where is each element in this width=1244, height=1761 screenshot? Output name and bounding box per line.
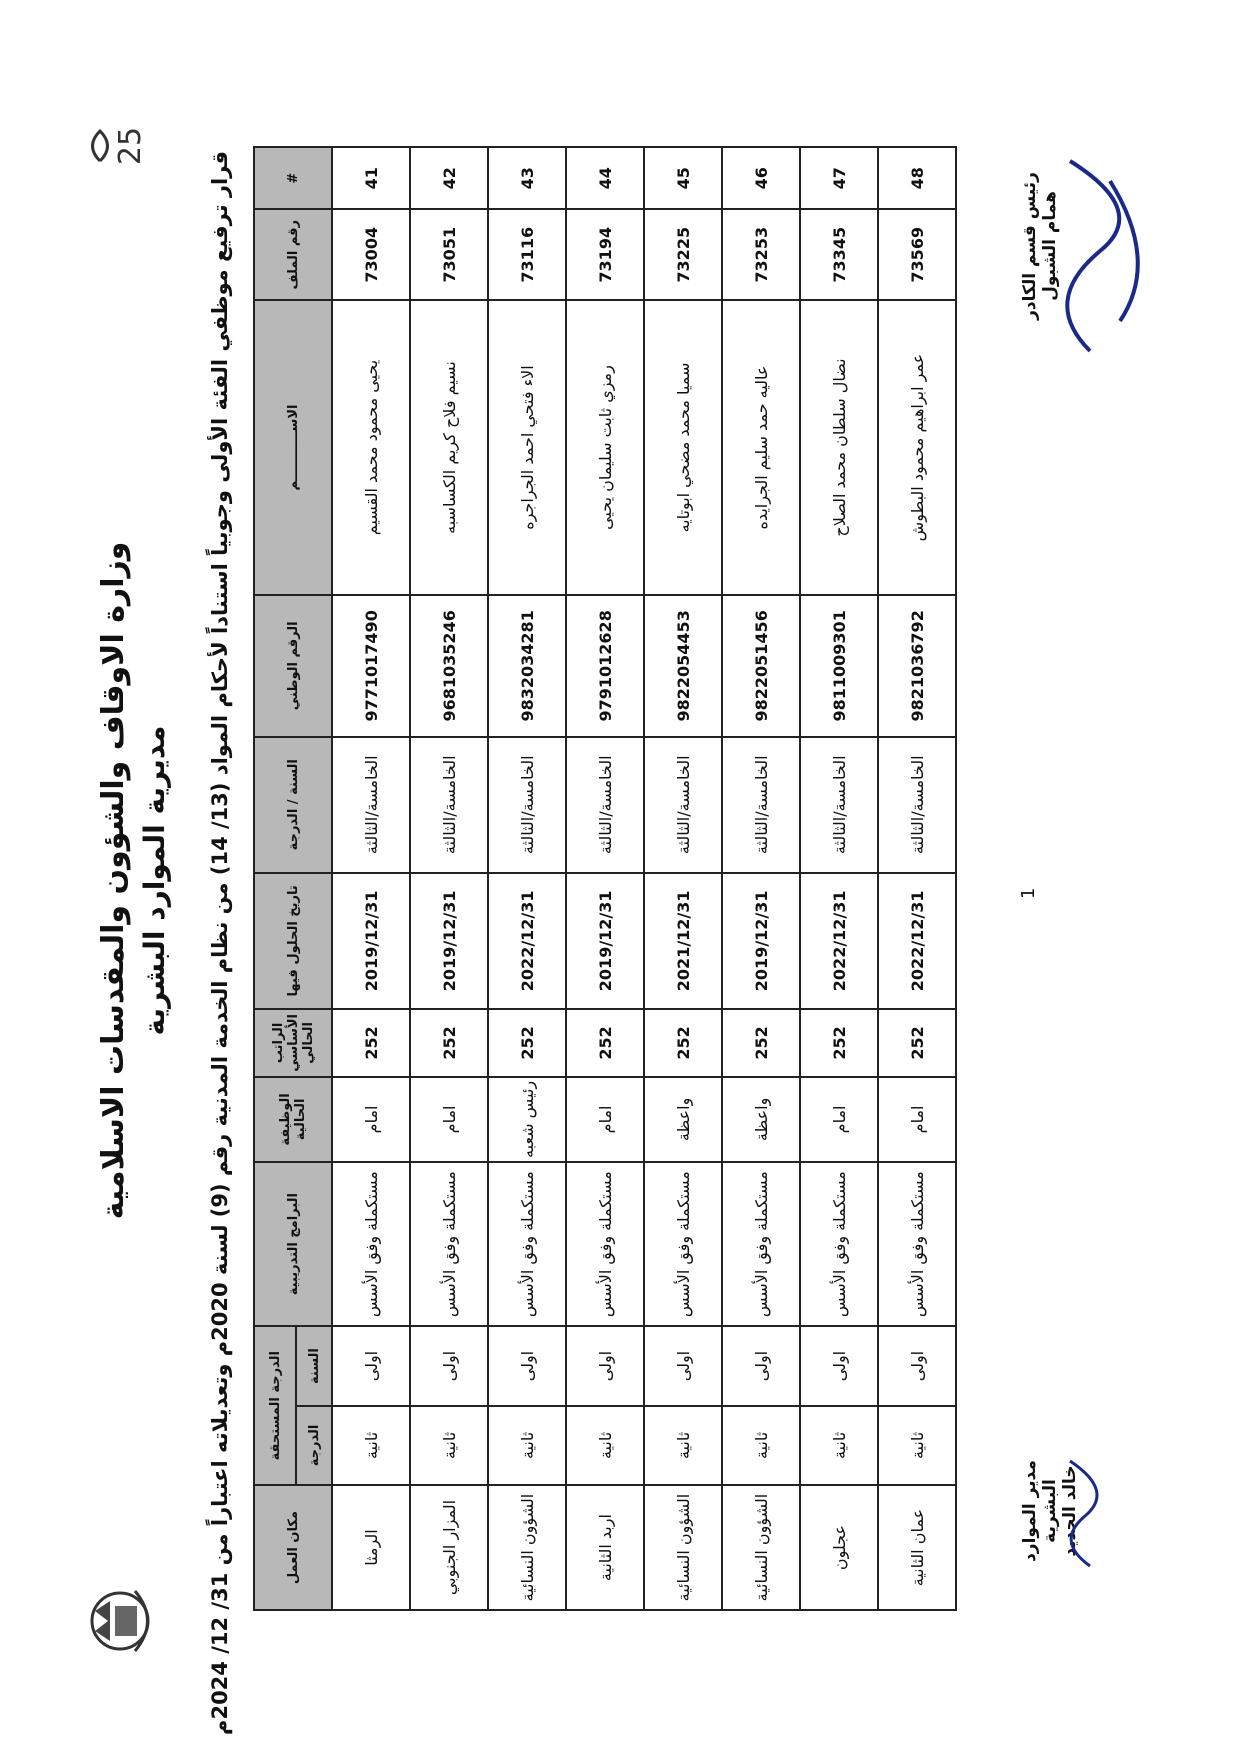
signature-title: مدير الموارد البشرية [1020, 1460, 1060, 1562]
signature-scrawl-left-icon [1050, 1451, 1110, 1571]
cell-due-degree: ثانية [566, 1406, 644, 1485]
cell-workplace: الرمثا [332, 1485, 410, 1610]
cell-name: عمر ابراهيم محمود البطوش [878, 300, 956, 595]
cell-due-year: اولى [332, 1326, 410, 1405]
header-salary: الراتب الأساسي الحالي [254, 1009, 332, 1077]
cell-due-degree: ثانية [644, 1406, 722, 1485]
cell-job: واعظة [644, 1077, 722, 1162]
page-number: 1 [1018, 887, 1039, 899]
cell-programs: مستكملة وفق الأسس [410, 1162, 488, 1326]
cell-due-year: اولى [644, 1326, 722, 1405]
header-due-degree: الدرجة [296, 1406, 332, 1485]
header-national-id: الرقم الوطني [254, 595, 332, 737]
cell-programs: مستكملة وفق الأسس [488, 1162, 566, 1326]
cell-due-degree: ثانية [332, 1406, 410, 1485]
cell-date: 2022/12/31 [800, 873, 878, 1009]
cell-file-no: 73225 [644, 209, 722, 300]
cell-name: يحيى محمود محمد القسيم [332, 300, 410, 595]
cell-index: 44 [566, 147, 644, 209]
header-workplace: مكان العمل [254, 1485, 332, 1610]
svg-text:25: 25 [113, 126, 148, 166]
cell-year-grade: الخامسة/الثالثة [644, 737, 722, 873]
cell-programs: مستكملة وفق الأسس [644, 1162, 722, 1326]
table-row [800, 147, 878, 1610]
header-index: # [254, 147, 332, 209]
cell-due-year: اولى [410, 1326, 488, 1405]
signature-title: رئيس قسم الكادر [1020, 172, 1040, 320]
cell-national-id: 9681035246 [410, 595, 488, 737]
cell-year-grade: الخامسة/الثالثة [488, 737, 566, 873]
cell-year-grade: الخامسة/الثالثة [722, 737, 800, 873]
cell-due-year: اولى [800, 1326, 878, 1405]
cell-date: 2019/12/31 [566, 873, 644, 1009]
cell-job: امام [566, 1077, 644, 1162]
cell-due-year: اولى [488, 1326, 566, 1405]
cell-index: 41 [332, 147, 410, 209]
cell-workplace: الشؤون النسائية [644, 1485, 722, 1610]
cell-salary: 252 [410, 1009, 488, 1077]
signature-name: خالد الحديد [1060, 1465, 1080, 1557]
cell-national-id: 9811009301 [800, 595, 878, 737]
cell-due-degree: ثانية [722, 1406, 800, 1485]
cell-year-grade: الخامسة/الثالثة [410, 737, 488, 873]
cell-salary: 252 [722, 1009, 800, 1077]
cell-programs: مستكملة وفق الأسس [722, 1162, 800, 1326]
cell-national-id: 9832034281 [488, 595, 566, 737]
cell-programs: مستكملة وفق الأسس [332, 1162, 410, 1326]
table-row [488, 147, 566, 1610]
cell-salary: 252 [566, 1009, 644, 1077]
signature-scrawl-right-icon [1030, 141, 1170, 361]
cell-date: 2019/12/31 [722, 873, 800, 1009]
cell-name: رمزي ثابت سليمان يحيى [566, 300, 644, 595]
cell-job: امام [800, 1077, 878, 1162]
cell-date: 2021/12/31 [644, 873, 722, 1009]
cell-index: 43 [488, 147, 566, 209]
header-name: الاســـــــــــم [254, 300, 332, 595]
cell-due-degree: ثانية [488, 1406, 566, 1485]
cell-due-degree: ثانية [800, 1406, 878, 1485]
cell-national-id: 9822054453 [644, 595, 722, 737]
table-row [878, 147, 956, 1610]
cell-workplace: الشؤون النسائية [722, 1485, 800, 1610]
cell-file-no: 73116 [488, 209, 566, 300]
header-file-no: رقم الملف [254, 209, 332, 300]
cell-file-no: 73345 [800, 209, 878, 300]
cell-job: امام [410, 1077, 488, 1162]
cell-salary: 252 [800, 1009, 878, 1077]
cell-workplace: عجلون [800, 1485, 878, 1610]
cell-date: 2022/12/31 [488, 873, 566, 1009]
promotion-table [253, 146, 957, 1611]
cell-salary: 252 [644, 1009, 722, 1077]
cell-programs: مستكملة وفق الأسس [800, 1162, 878, 1326]
cell-programs: مستكملة وفق الأسس [566, 1162, 644, 1326]
cell-name: الاء فتحي احمد الجراجره [488, 300, 566, 595]
header-year-grade: السنة / الدرجة [254, 737, 332, 873]
cell-date: 2022/12/31 [878, 873, 956, 1009]
cell-programs: مستكملة وفق الأسس [878, 1162, 956, 1326]
header-date: تاريخ الحلول فيها [254, 873, 332, 1009]
cell-file-no: 73569 [878, 209, 956, 300]
cell-national-id: 9822051456 [722, 595, 800, 737]
cell-index: 42 [410, 147, 488, 209]
table-row [722, 147, 800, 1610]
cell-index: 48 [878, 147, 956, 209]
cell-year-grade: الخامسة/الثالثة [332, 737, 410, 873]
header-job: الوظيفة الحالية [254, 1077, 332, 1162]
cell-file-no: 73051 [410, 209, 488, 300]
cell-file-no: 73253 [722, 209, 800, 300]
cell-national-id: 9791012628 [566, 595, 644, 737]
cell-file-no: 73004 [332, 209, 410, 300]
header-programs: البرامج التدريبية [254, 1162, 332, 1326]
directorate-title: مديرية الموارد البشرية [138, 725, 171, 1036]
cell-salary: 252 [878, 1009, 956, 1077]
ministry-title: وزارة الاوقاف والشؤون والمقدسات الاسلامية [96, 541, 131, 1220]
cell-due-degree: ثانية [878, 1406, 956, 1485]
cell-salary: 252 [332, 1009, 410, 1077]
cell-workplace: عمان الثانية [878, 1485, 956, 1610]
table-row [332, 147, 410, 1610]
cell-salary: 252 [488, 1009, 566, 1077]
header-due-grade: الدرجة المستحقة [254, 1326, 296, 1485]
cell-name: نسيم فلاح كريم الكساسبه [410, 300, 488, 595]
cell-name: عاليه حمد سليم الجرايده [722, 300, 800, 595]
cell-national-id: 9821036792 [878, 595, 956, 737]
cell-national-id: 9771017490 [332, 595, 410, 737]
cell-year-grade: الخامسة/الثالثة [878, 737, 956, 873]
cell-name: نضال سلطان محمد الصلاح [800, 300, 878, 595]
cell-job: امام [878, 1077, 956, 1162]
cell-due-year: اولى [566, 1326, 644, 1405]
cell-name: سميا محمد مضحي ابوتايه [644, 300, 722, 595]
cell-year-grade: الخامسة/الثالثة [800, 737, 878, 873]
cell-due-degree: ثانية [410, 1406, 488, 1485]
cell-index: 47 [800, 147, 878, 209]
table-row [410, 147, 488, 1610]
table-row [644, 147, 722, 1610]
cell-workplace: الشؤون النسائية [488, 1485, 566, 1610]
cell-file-no: 73194 [566, 209, 644, 300]
cell-date: 2019/12/31 [410, 873, 488, 1009]
cell-job: رئيس شعبه [488, 1077, 566, 1162]
cell-workplace: اربد الثانية [566, 1485, 644, 1610]
cell-date: 2019/12/31 [332, 873, 410, 1009]
cell-year-grade: الخامسة/الثالثة [566, 737, 644, 873]
decision-text: قرار ترفيع موظفي الفئة الأولى وجوبياً استناداً لأحكام المواد (13/ 14) من نظام الخدمة المدنية رقم (9) لسنة 2020م وتعديلاته اعتباراً من 31/ 12/ 2024م [208, 151, 232, 1735]
signature-name: همام الشبول [1040, 191, 1060, 301]
cell-index: 46 [722, 147, 800, 209]
cell-job: امام [332, 1077, 410, 1162]
header-due-year: السنة [296, 1326, 332, 1405]
cell-due-year: اولى [722, 1326, 800, 1405]
cell-due-year: اولى [878, 1326, 956, 1405]
cell-job: واعظة [722, 1077, 800, 1162]
cell-index: 45 [644, 147, 722, 209]
cell-workplace: المزار الجنوبي [410, 1485, 488, 1610]
table-row [566, 147, 644, 1610]
